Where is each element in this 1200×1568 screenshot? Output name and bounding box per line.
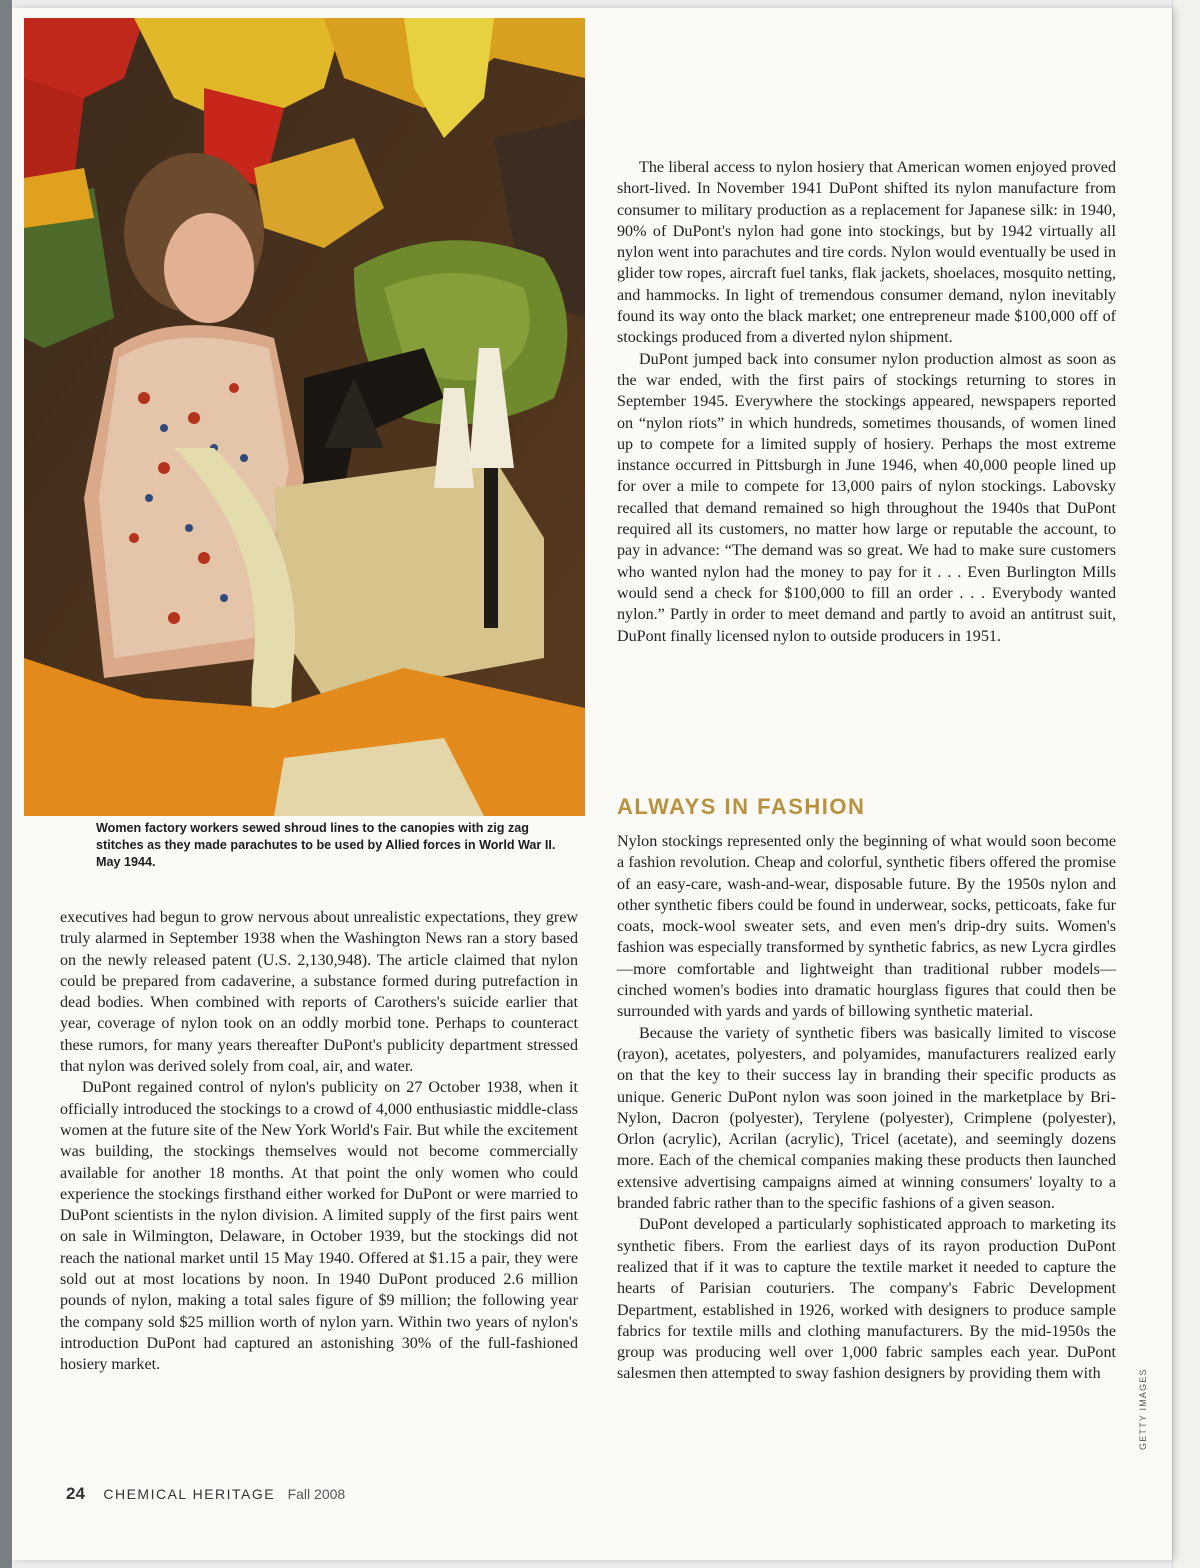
right-paragraph-4: Because the variety of synthetic fibers was basically limited to viscose (rayon), acetates, polyesters, and polyamides, manufacturers realized early on that the key to their success lay in branding their specific products as unique. Generic DuPont nylon was soon joined in the marketplace by Bri-Nylon, Dacron (polyester), Terylene (polyester), Crimplene (polyester), Orlon (acrylic), Acrilan (acrylic), Tricel (acetate), and seemingly dozens more. Each of the chemical companies making these products then launched extensive advertising campaigns aimed at winning consumers' loyalty to a branded fabric rather than to the specific fashions of a given season. xyxy=(617,1024,1116,1213)
right-paragraph-1: The liberal access to nylon hosiery that American women enjoyed proved short-lived. In November 1941 DuPont shifted its nylon manufacture from consumer to military production as a replacement for Japanese silk: in 1940, 90% of DuPont's nylon had gone into stockings, but by 1942 virtually all nylon went into parachutes and tire cords. Nylon would eventually be used in glider tow ropes, aircraft fuel tanks, flak jackets, shoelaces, mosquito netting, and hammocks. In light of tremendous consumer demand, nylon inevitably found its way onto the black market; one entrepreneur made $100,000 off of stockings produced from a diverted nylon shipment. xyxy=(617,159,1116,347)
magazine-title: CHEMICAL HERITAGE xyxy=(103,1486,276,1502)
parachute-factory-photo xyxy=(24,18,585,816)
right-column-top xyxy=(617,157,1116,647)
photo-caption xyxy=(96,820,576,871)
left-paragraph-2: DuPont regained control of nylon's publicity on 27 October 1938, when it officially introduced the stockings to a crowd of 4,000 enthusiastic middle-class women at the future site of the New York World's Fair. But while the excitement was building, the stockings themselves would not become commercially available for another 18 months. At that point the only women who could experience the stockings firsthand either worked for DuPont or were married to DuPont scientists in the nylon division. A limited supply of the first pairs went on sale in Wilmington, Delaware, in October 1939, but the stockings did not reach the national market until 15 May 1940. Offered at $1.15 a pair, they were sold out at most locations by noon. In 1940 DuPont produced 2.6 million pounds of nylon, making a total sales figure of $9 million; the following year the company sold $25 million worth of nylon yarn. Within two years of nylon's introduction DuPont had captured an astonishing 30% of the full-fashioned hosiery market. xyxy=(60,1079,578,1374)
scan-right-edge xyxy=(1172,0,1200,1568)
caption-text: Women factory workers sewed shroud lines to the canopies with zig zag stitches as they made parachutes to be used by Allied forces in World War II. May 1944. xyxy=(96,821,556,869)
right-paragraph-2: DuPont jumped back into consumer nylon production almost as soon as the war ended, with the first pairs of stockings returning to stores in September 1945. Everywhere the stockings appeared, newspapers reported on “nylon riots” in which hundreds, sometimes thousands, of women lined up to compete for a limited supply of hosiery. Perhaps the most extreme instance occurred in Pittsburgh in June 1946, when 40,000 people lined up for over a mile to compete for 13,000 pairs of nylon stockings. Labovsky recalled that demand remained so high throughout the 1940s that DuPont required all its customers, no matter how large or reputable the account, to pay in advance: “The demand was so great. We had to make sure customers who wanted nylon had the money to pay for it . . . Even Burlington Mills would send a check for $100,000 to fill an order . . . Everybody wanted nylon.” Partly in order to meet demand and partly to avoid an antitrust suit, DuPont finally licensed nylon to outside producers in 1951. xyxy=(617,350,1116,645)
page-number: 24 xyxy=(66,1484,85,1503)
page-footer xyxy=(66,1484,345,1504)
section-heading: ALWAYS IN FASHION xyxy=(617,794,866,819)
scan-left-edge xyxy=(0,0,12,1568)
right-paragraph-5: DuPont developed a particularly sophisticated approach to marketing its synthetic fibers. From the earliest days of its rayon production DuPont realized that if it was to capture the textile market it needed to capture the hearts of Parisian couturiers. The company's Fabric Development Department, established in 1926, worked with designers to produce sample fabrics for textile mills and clothing manufacturers. By the mid-1950s the group was producing well over 1,000 fabric samples each year. DuPont salesmen then attempted to sway fashion designers by providing them with xyxy=(617,1216,1116,1383)
left-column xyxy=(60,907,578,1376)
left-paragraph-1: executives had begun to grow nervous about unrealistic expectations, they grew truly alarmed in September 1938 when the Washington News ran a story based on the newly released patent (U.S. 2,130,948). The article claimed that nylon could be prepared from cadaverine, a substance formed during putrefaction in dead bodies. When combined with reports of Carothers's suicide earlier that year, coverage of nylon took on an oddly morbid tone. Perhaps to counteract these rumors, for many years thereafter DuPont's publicity department stressed that nylon was derived solely from coal, air, and water. xyxy=(60,909,578,1076)
right-column-bottom xyxy=(617,831,1116,1385)
issue-label: Fall 2008 xyxy=(287,1486,346,1502)
photo-credit: GETTY IMAGES xyxy=(1138,1368,1148,1450)
right-paragraph-3: Nylon stockings represented only the beginning of what would soon become a fashion revolution. Cheap and colorful, synthetic fibers offered the promise of an easy-care, wash-and-wear, disposable future. By the 1950s nylon and other synthetic fibers could be found in underwear, socks, petticoats, fake fur coats, mock-wool sweater sets, and even men's drip-dry suits. Women's fashion was especially transformed by synthetic fabrics, as new Lycra girdles—more comfortable and lightweight than traditional rubber models—cinched women's bodies into dramatic hourglass figures that could then be surrounded with yards and yards of billowing synthetic material. xyxy=(617,833,1116,1021)
